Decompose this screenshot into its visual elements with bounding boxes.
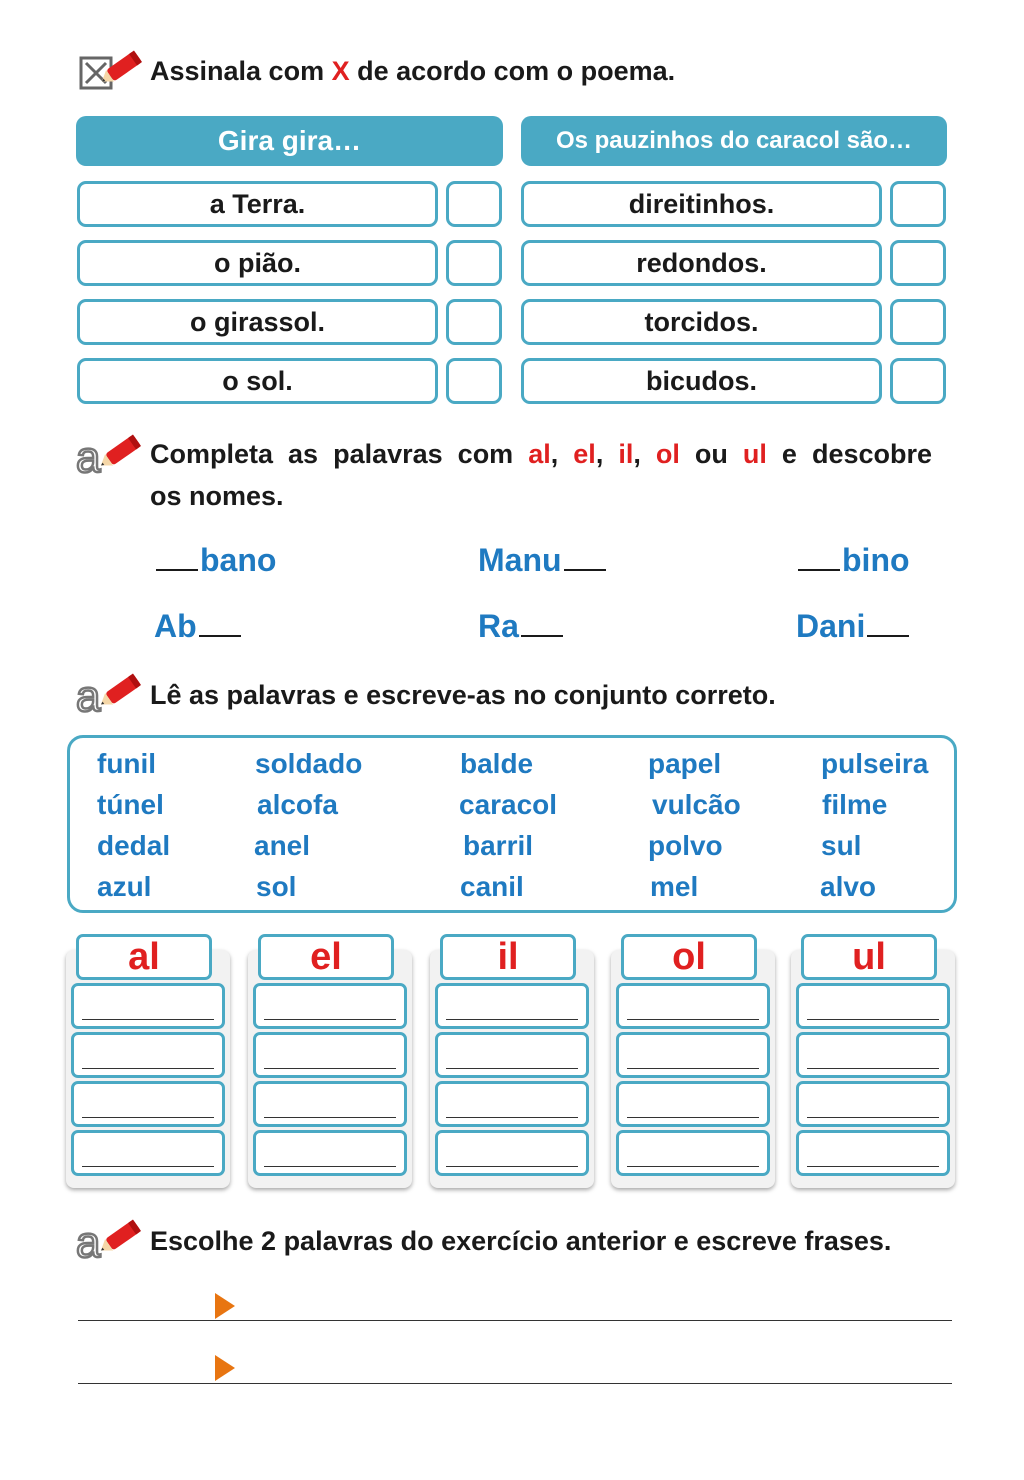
word: caracol	[459, 789, 558, 820]
ex3-instruction: Lê as palavras e escreve-as no conjunto correto.	[150, 680, 776, 710]
answer-slot[interactable]	[253, 1032, 407, 1078]
group-label: ul	[801, 934, 937, 980]
answer-slot[interactable]	[253, 1130, 407, 1176]
word: sol	[256, 871, 297, 902]
svg-text:a: a	[76, 672, 101, 715]
word: pulseira	[821, 748, 929, 779]
ex1-right-checkbox[interactable]	[890, 358, 946, 404]
group-label: il	[440, 934, 576, 980]
word: túnel	[97, 789, 164, 820]
sentence-line[interactable]	[78, 1383, 952, 1384]
ex1-right-checkbox[interactable]	[890, 181, 946, 227]
answer-slot[interactable]	[796, 1130, 950, 1176]
letter-a-pencil-icon	[76, 671, 148, 715]
answer-slot[interactable]	[435, 1032, 589, 1078]
ex1-left-option: o pião.	[77, 240, 438, 286]
answer-slot[interactable]	[796, 1081, 950, 1127]
ex1-right-header: Os pauzinhos do caracol são…	[521, 116, 947, 166]
blank-line[interactable]	[798, 568, 840, 571]
word: canil	[460, 871, 524, 902]
answer-slot[interactable]	[435, 983, 589, 1029]
blank-line[interactable]	[199, 634, 241, 637]
answer-slot[interactable]	[71, 983, 225, 1029]
answer-slot[interactable]	[71, 1081, 225, 1127]
ex1-right-option: torcidos.	[521, 299, 882, 345]
blank-line[interactable]	[867, 634, 909, 637]
answer-slot[interactable]	[71, 1130, 225, 1176]
group-column-ul	[791, 935, 955, 1188]
ex1-instruction: Assinala com X de acordo com o poema.	[150, 56, 676, 86]
answer-slot[interactable]	[253, 983, 407, 1029]
ex1-left-header: Gira gira…	[76, 116, 503, 166]
ex1-left-checkbox[interactable]	[446, 181, 502, 227]
word: vulcão	[652, 789, 741, 820]
word: polvo	[648, 830, 723, 861]
ex1-left-option: a Terra.	[77, 181, 438, 227]
ex1-right-option: redondos.	[521, 240, 882, 286]
letter-a-pencil-icon	[76, 432, 148, 476]
group-label: ol	[621, 934, 757, 980]
name-fill-manu: Manu	[478, 542, 608, 579]
ex1-right-option: direitinhos.	[521, 181, 882, 227]
word: filme	[822, 789, 888, 820]
word: soldado	[255, 748, 363, 779]
group-column-il	[430, 935, 594, 1188]
answer-slot[interactable]	[616, 1032, 770, 1078]
group-label: al	[76, 934, 212, 980]
svg-text:a: a	[76, 433, 101, 476]
ex1-left-option: o girassol.	[77, 299, 438, 345]
word: papel	[648, 748, 722, 779]
sentence-line[interactable]	[78, 1320, 952, 1321]
arrow-bullet-icon	[215, 1355, 235, 1381]
word: funil	[97, 748, 157, 779]
word: dedal	[97, 830, 171, 861]
ex4-instruction: Escolhe 2 palavras do exercício anterior e escreve frases.	[150, 1226, 892, 1256]
answer-slot[interactable]	[435, 1130, 589, 1176]
checkbox-pencil-icon	[78, 44, 148, 92]
letter-a-pencil-icon	[76, 1217, 148, 1261]
blank-line[interactable]	[156, 568, 198, 571]
ex1-left-option: o sol.	[77, 358, 438, 404]
word: alcofa	[257, 789, 338, 820]
word: balde	[460, 748, 534, 779]
svg-text:a: a	[76, 1218, 101, 1261]
ex1-right-option: bicudos.	[521, 358, 882, 404]
answer-slot[interactable]	[616, 983, 770, 1029]
group-column-al	[66, 935, 230, 1188]
ex1-right-checkbox[interactable]	[890, 240, 946, 286]
word: anel	[254, 830, 311, 861]
answer-slot[interactable]	[796, 1032, 950, 1078]
word: barril	[463, 830, 534, 861]
ex2-instruction-line2: os nomes.	[150, 481, 284, 511]
answer-slot[interactable]	[616, 1130, 770, 1176]
word: alvo	[820, 871, 877, 902]
name-fill-bano: bano	[154, 542, 276, 579]
answer-slot[interactable]	[616, 1081, 770, 1127]
name-fill-bino: bino	[796, 542, 910, 579]
ex1-left-checkbox[interactable]	[446, 299, 502, 345]
blank-line[interactable]	[521, 634, 563, 637]
word: mel	[650, 871, 699, 902]
answer-slot[interactable]	[796, 983, 950, 1029]
group-label: el	[258, 934, 394, 980]
ex1-right-checkbox[interactable]	[890, 299, 946, 345]
answer-slot[interactable]	[435, 1081, 589, 1127]
ex2-instruction: Completa as palavras com al, el, il, ol ou ul e descobre	[150, 439, 933, 469]
answer-slot[interactable]	[253, 1081, 407, 1127]
word: sul	[821, 830, 862, 861]
name-fill-ra: Ra	[478, 608, 565, 645]
answer-slot[interactable]	[71, 1032, 225, 1078]
word: azul	[97, 871, 152, 902]
name-fill-ab: Ab	[154, 608, 243, 645]
group-column-ol	[611, 935, 775, 1188]
ex1-left-checkbox[interactable]	[446, 240, 502, 286]
arrow-bullet-icon	[215, 1293, 235, 1319]
ex1-left-checkbox[interactable]	[446, 358, 502, 404]
group-column-el	[248, 935, 412, 1188]
blank-line[interactable]	[564, 568, 606, 571]
name-fill-dani: Dani	[796, 608, 911, 645]
